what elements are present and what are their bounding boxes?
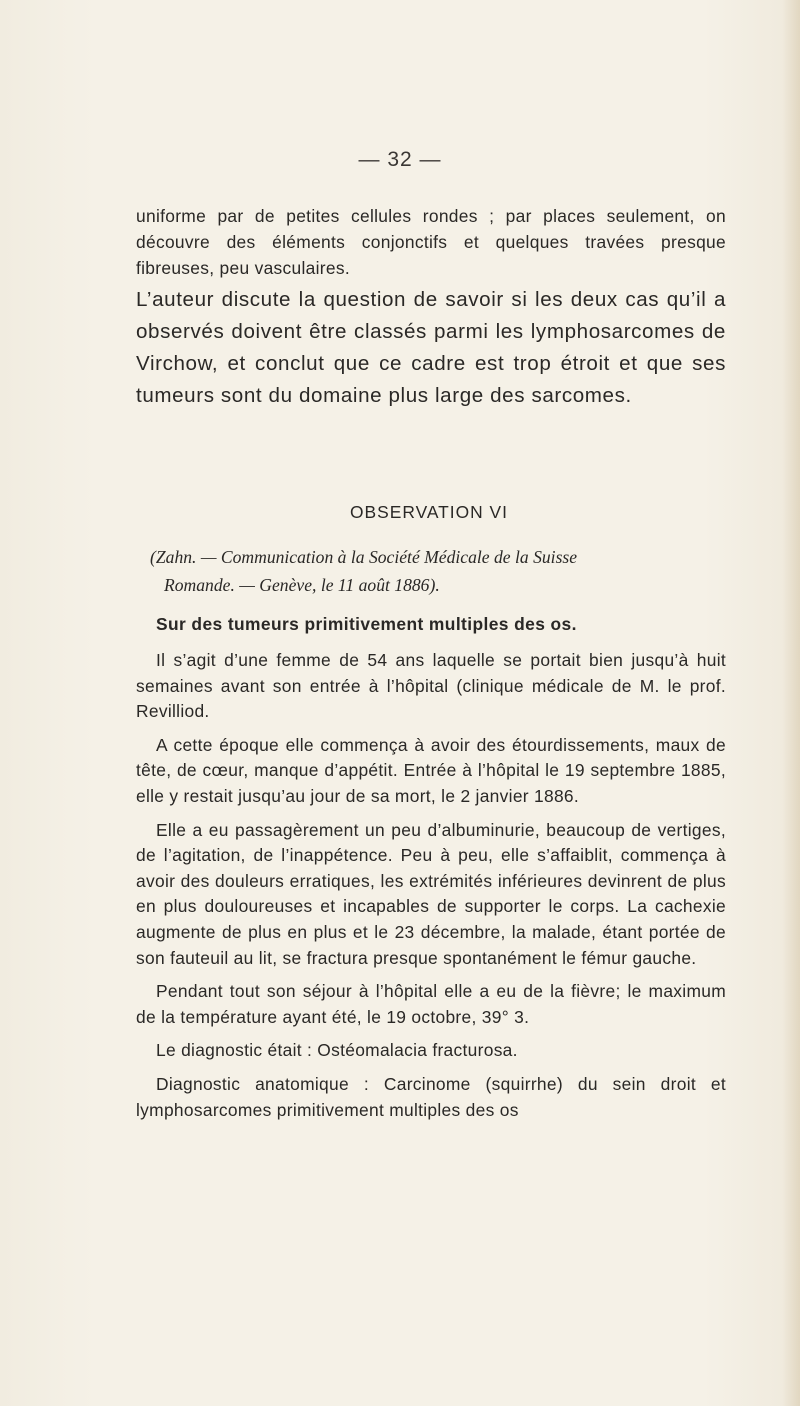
body-paragraph: Pendant tout son séjour à l’hôpital elle a eu de la fièvre; le maximum de la température ayant été, le 19 octobre, 39° 3. — [136, 981, 726, 1027]
body-paragraph: A cette époque elle commença à avoir des étourdissements, maux de tête, de cœur, manque d’appétit. Entrée à l’hôpital le 19 septembre 1885, elle y restait jusqu’au jour de sa mort, le 2 janvier 1886. — [136, 734, 726, 806]
observation-title: OBSERVATION VI — [350, 502, 508, 522]
page-number: — 32 — — [358, 148, 442, 171]
body-paragraph: Elle a eu passagèrement un peu d’albuminurie, beaucoup de vertiges, de l’agitation, de l’inappétence. Peu à peu, elle s’affaiblit, commença à avoir des douleurs erratiques, les extrémités inférieures devinrent de plus en plus douloureuses et incapables de supporter le corps. La cachexie augmente de plus en plus et le 23 décembre, la malade, étant portée de son fauteuil au lit, se fractura presque spontanément le fémur gauche. — [136, 819, 726, 968]
discussion-paragraph — [136, 284, 726, 412]
intro-text: uniforme par de petites cellules rondes ; par places seulement, on découvre des éléments conjonctifs et quelques travées presque fibreuses, peu vasculaires. — [136, 206, 726, 278]
body-paragraph: Le diagnostic était : Ostéomalacia fracturosa. — [156, 1040, 518, 1061]
observation-subject: Sur des tumeurs primitivement multiples des os. — [156, 614, 577, 634]
body-paragraph: Il s’agit d’une femme de 54 ans laquelle se portait bien jusqu’à huit semaines avant son entrée à l’hôpital (clinique médicale de M. le prof. Revilliod. — [136, 650, 726, 722]
citation-line-2: Romande. — Genève, le 11 août 1886). — [164, 575, 440, 595]
body-paragraph: Diagnostic anatomique : Carcinome (squirrhe) du sein droit et lymphosarcomes primitivement multiples des os — [136, 1073, 726, 1120]
page-edge-shadow — [782, 0, 800, 1406]
citation-line-1: (Zahn. — Communication à la Société Médicale de la Suisse — [150, 547, 578, 567]
discussion-text: L’auteur discute la question de savoir si les deux cas qu’il a observés doivent être classés parmi les lymphosarcomes de Virchow, et conclut que ce cadre est trop étroit et que ses tumeurs sont du domaine plus large des sarcomes. — [136, 288, 726, 407]
observation-citation — [150, 543, 726, 599]
intro-paragraph — [136, 203, 726, 281]
observation-body — [136, 648, 726, 1131]
